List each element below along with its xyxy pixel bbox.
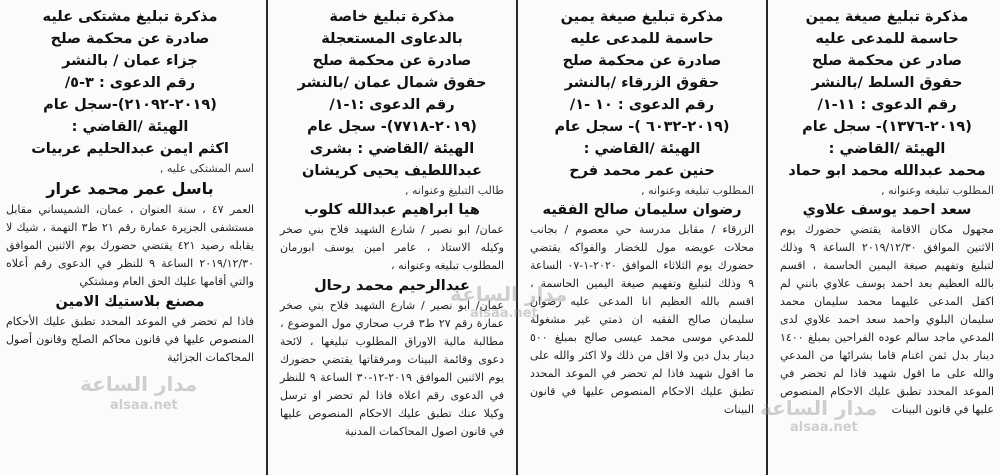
defendant-name: باسل عمر محمد عرار xyxy=(46,179,214,198)
notice-amman-criminal-court xyxy=(0,0,260,475)
judge-name: حنين عمر محمد فرح xyxy=(569,163,715,179)
judge-label: الهيئة /القاضي : xyxy=(71,119,189,135)
notice-zarqa-court xyxy=(524,0,760,475)
defendant-details: العمر ٤٧ ، سنة العنوان ، عمان، الشميساني مقابل مستشفى الجزيرة عمارة رقم ٢١ ط٣ التهمة ، شيك لا يقابله رصيد ٤٢١ يقتضي حضورك يوم الاثنين الموافق ٢٠١٩/١٢/٣٠ الساعة ٩ للنظر في الدعوى رقم أعلاه والتي أقامها عليك الحق العام ومشتكي xyxy=(6,203,255,288)
judge-name: محمد عبدالله محمد ابو حماد xyxy=(788,163,986,179)
case-record: (٢٠١٩-٧٧١٨)- سجل عام xyxy=(307,119,477,135)
notice-sult-court xyxy=(774,0,1000,475)
watermark: alsaa.net xyxy=(790,420,858,435)
complainant-name: مصنع بلاستيك الامين xyxy=(55,294,205,310)
judge-label: الهيئة /القاضي : xyxy=(583,141,701,157)
case-number: رقم الدعوى : ١٠ -١/ xyxy=(569,97,715,113)
notice-title: مذكرة تبليغ صيغة يمين xyxy=(560,9,724,25)
column-divider xyxy=(516,0,518,475)
judge-label: الهيئة /القاضي : بشرى xyxy=(309,141,475,157)
wanted-label: المطلوب تبليغه وعنوانه , xyxy=(641,184,754,197)
court-location: جزاء عمان / بالنشر xyxy=(62,53,198,69)
court-location: حقوق الزرقاء /بالنشر xyxy=(564,75,720,91)
notice-body: الزرقاء / مقابل مدرسة حي معصوم / بجانب محلات عويضه مول للخضار والفواكه يقتضي حضورك يوم الثلاثاء الموافق ٢٠٢٠-١-٠٧ الساعة ٩ وذلك لتبليغ وتفهيم صيغة اليمين الحاسمة ، اقسم بالله العظيم انا المدعى عليه رضوان سليمان صالح الفقيه ان ذمتي غير مشغولة للمدعي موسى محمد عيسى صالح بمبلغ ٥٠٠ دينار بدل دين ولا اقل من ذلك ولا اكثر والله على ما اقول شهيد فاذا لم تحضر في الموعد المحدد تطبق عليك الاحكام المنصوص عليها في قانون البينات xyxy=(530,223,754,416)
court-name: صادرة عن محكمة صلح xyxy=(562,53,722,69)
wanted-name: رضوان سليمان صالح الفقيه xyxy=(542,202,742,218)
judge-label: الهيئة /القاضي : xyxy=(828,141,946,157)
notice-body: عمان/ ابو نصير / شارع الشهيد فلاح بني صخر عمارة رقم ٢٧ ط٣ قرب صحاري مول الموضوع ، مطالبة مالية الاوراق المطلوب تبليغها ، لائحة دعوى وقائمة البينات ومرفقاتها يقتضي حضورك يوم الاثنين الموافق ٢٠١٩-١٢-٣٠ الساعة ٩ للنظر في الدعوى رقم اعلاه فاذا لم تحضر او ترسل وكيلا عنك تطبق عليك الاحكام المنصوص عليها في قانون اصول المحاكمات المدنية xyxy=(280,299,505,438)
judge-name: اكثم ايمن عبدالحليم عربيات xyxy=(31,141,229,157)
judge-name: عبداللطيف يحيى كريشان xyxy=(302,163,482,179)
court-name: صادرة عن محكمة صلح xyxy=(50,31,210,47)
notice-title: مذكرة تبليغ خاصة xyxy=(329,9,455,25)
requester-label: طالب التبليغ وعنوانه , xyxy=(405,184,504,197)
watermark: مدار الساعة xyxy=(80,372,198,396)
case-record: (٢٠١٩-٢١٠٩٢)-سجل عام xyxy=(43,97,217,113)
notice-north-amman-court xyxy=(274,0,510,475)
requester-address: عمان/ ابو نصير / شارع الشهيد فلاح بني صخر وكيله الاستاذ ، عامر امين يوسف ابورمان المطلوب تبليغه وعنوانه ، xyxy=(280,223,504,272)
notice-body: مجهول مكان الاقامة يقتضي حضورك يوم الاثنين الموافق ٢٠١٩/١٢/٣٠ الساعة ٩ وذلك لتبليغ وتفهيم صيغة اليمين الحاسمة ، اقسم بالله العظيم بعد احمد يوسف علاوي بانني لم اكفل المدعى عليهما محمد سليمان محمد سليمان البلوي واحمد سعد احمد علاوي لدى المدعي ماجد سالم عوده الفراحين بمبلغ ١٤٠٠ دينار بدل ثمن اغنام قاما بشرائها من المدعي والله على ما اقول شهيد فاذا لم تحضر في الموعد المحدد تطبق عليك الاحكام المنصوص عليها في قانون البينات xyxy=(780,223,994,416)
court-location: حقوق شمال عمان /بالنشر xyxy=(297,75,487,91)
notice-subtitle: بالدعاوى المستعجلة xyxy=(321,31,463,47)
notice-subtitle: حاسمة للمدعى عليه xyxy=(570,31,714,47)
notice-body: فاذا لم تحضر في الموعد المحدد تطبق عليك الأحكام المنصوص عليها في قانون محاكم الصلح وقانون أصول المحاكمات الجزائية xyxy=(6,315,254,364)
case-record: (٢٠١٩-١٣٧٦)- سجل عام xyxy=(802,119,972,135)
watermark: مدار الساعة xyxy=(760,396,878,420)
court-location: حقوق السلط /بالنشر xyxy=(811,75,963,91)
watermark: مدار الساعة xyxy=(450,282,568,306)
case-record: (٢٠١٩-٦٠٣٢ )- سجل عام xyxy=(554,119,730,135)
wanted-name: عبدالرحيم محمد رحال xyxy=(314,278,470,294)
notice-subtitle: حاسمة للمدعى عليه xyxy=(815,31,959,47)
column-divider xyxy=(266,0,268,475)
case-number: رقم الدعوى : ٣-٥/ xyxy=(64,75,196,91)
case-number: رقم الدعوى : ١١-١/ xyxy=(817,97,957,113)
case-number: رقم الدعوى :١-١/ xyxy=(329,97,455,113)
defendant-label: اسم المشتكى عليه , xyxy=(159,162,254,175)
wanted-label: المطلوب تبليغه وعنوانه , xyxy=(881,184,994,197)
column-divider xyxy=(766,0,768,475)
notice-title: مذكرة تبليغ مشتكى عليه xyxy=(42,9,218,25)
wanted-name: سعد احمد يوسف علاوي xyxy=(802,202,972,218)
notice-title: مذكرة تبليغ صيغة يمين xyxy=(805,9,969,25)
court-name: صادر عن محكمة صلح xyxy=(811,53,963,69)
court-name: صادرة عن محكمة صلح xyxy=(312,53,472,69)
requester-name: هيا ابراهيم عبدالله كلوب xyxy=(304,202,480,218)
watermark: alsaa.net xyxy=(110,398,178,413)
watermark: alsaa.net xyxy=(470,306,538,321)
